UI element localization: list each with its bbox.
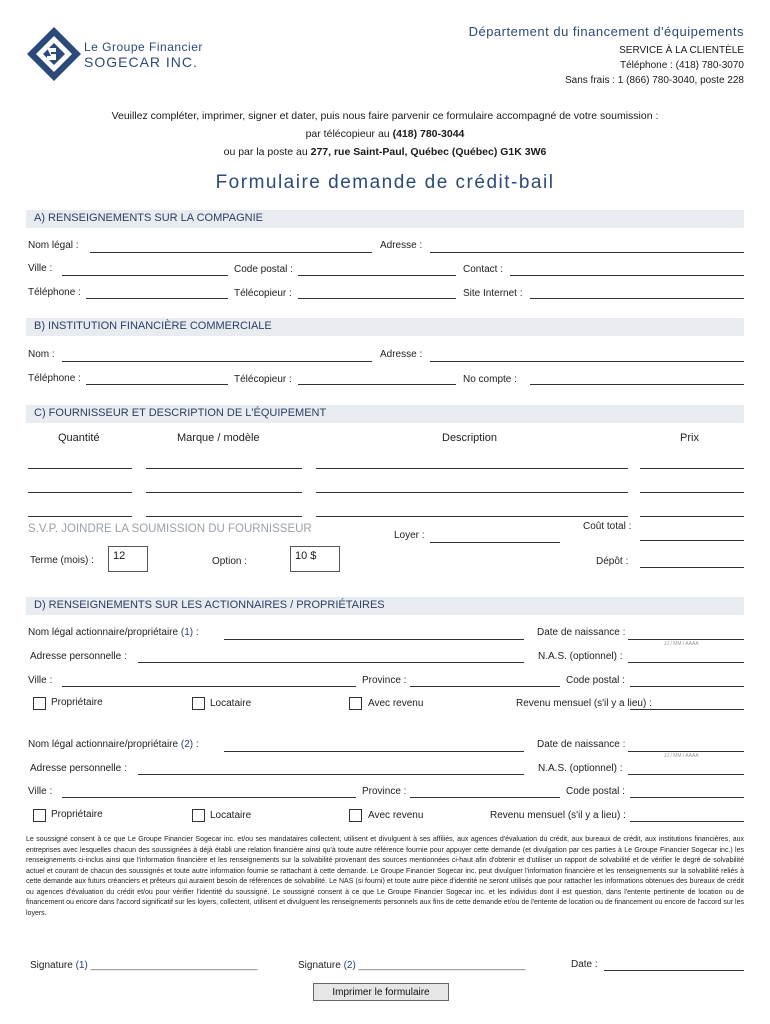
d1-code-postal-field[interactable] bbox=[630, 686, 744, 687]
d2-nom-legal-field[interactable] bbox=[224, 751, 524, 752]
c-prix-field[interactable] bbox=[640, 492, 744, 493]
d1-date-naissance-label: Date de naissance : bbox=[537, 627, 626, 638]
service-tollfree: Sans frais : 1 (866) 780-3040, poste 228 bbox=[564, 75, 744, 86]
d1-adresse-field[interactable] bbox=[138, 662, 524, 663]
intro-post-address: 277, rue Saint-Paul, Québec (Québec) G1K 3W6 bbox=[310, 146, 547, 158]
a-code-postal-label: Code postal : bbox=[234, 264, 293, 275]
intro-line2 bbox=[0, 128, 770, 140]
b-telephone-field[interactable] bbox=[86, 384, 228, 385]
c-terme-input[interactable]: 12 bbox=[108, 546, 148, 572]
d1-adresse-label: Adresse personnelle : bbox=[30, 651, 127, 662]
signature-1-line[interactable]: ______________________________ bbox=[90, 960, 258, 971]
d1-proprietaire-checkbox[interactable] bbox=[33, 697, 46, 710]
section-d-header bbox=[26, 597, 744, 615]
c-depot-label: Dépôt : bbox=[596, 556, 629, 567]
d2-revenu-field[interactable] bbox=[630, 821, 744, 822]
d1-code-postal-label: Code postal : bbox=[566, 675, 625, 686]
signature-1-label bbox=[30, 960, 257, 971]
b-telecopieur-label: Télécopieur : bbox=[234, 374, 292, 385]
b-adresse-field[interactable] bbox=[430, 361, 744, 362]
signature-2-number: (2) bbox=[343, 960, 356, 971]
c-marque-field[interactable] bbox=[146, 516, 302, 517]
d2-proprietaire-checkbox[interactable] bbox=[33, 809, 46, 822]
section-d-title: D) RENSEIGNEMENTS SUR LES ACTIONNAIRES / PROPRIÉTAIRES bbox=[34, 599, 385, 611]
d1-ville-field[interactable] bbox=[62, 686, 356, 687]
company-logo bbox=[26, 26, 82, 82]
c-quantite-field[interactable] bbox=[28, 492, 132, 493]
c-description-field[interactable] bbox=[316, 468, 628, 469]
a-telecopieur-label: Télécopieur : bbox=[234, 288, 292, 299]
department-title: Département du financement d'équipements bbox=[468, 24, 744, 39]
signature-date-field[interactable] bbox=[604, 970, 744, 971]
d2-nom-legal-label bbox=[28, 739, 199, 750]
a-telephone-label: Téléphone : bbox=[28, 287, 81, 298]
signature-1-number: (1) bbox=[75, 960, 88, 971]
c-prix-field[interactable] bbox=[640, 468, 744, 469]
d1-province-field[interactable] bbox=[410, 686, 560, 687]
a-ville-label: Ville : bbox=[28, 263, 53, 274]
d1-avec-revenu-checkbox[interactable] bbox=[349, 697, 362, 710]
b-telephone-label: Téléphone : bbox=[28, 373, 81, 384]
signature-2-prefix: Signature bbox=[298, 960, 341, 971]
d1-nom-legal-prefix: Nom légal actionnaire/propriétaire bbox=[28, 627, 179, 638]
a-contact-field[interactable] bbox=[510, 275, 744, 276]
d2-proprietaire-label: Propriétaire bbox=[51, 809, 103, 820]
a-site-label: Site Internet : bbox=[463, 288, 523, 299]
company-name-line2: SOGECAR INC. bbox=[84, 54, 198, 70]
c-description-field[interactable] bbox=[316, 492, 628, 493]
d2-adresse-label: Adresse personnelle : bbox=[30, 763, 127, 774]
d2-ville-label: Ville : bbox=[28, 786, 53, 797]
print-form-button[interactable]: Imprimer le formulaire bbox=[313, 983, 449, 1001]
a-adresse-label: Adresse : bbox=[380, 240, 423, 251]
d2-date-naissance-label: Date de naissance : bbox=[537, 739, 626, 750]
d2-province-label: Province : bbox=[362, 786, 407, 797]
d1-nom-legal-field[interactable] bbox=[224, 639, 524, 640]
a-nom-legal-label: Nom légal : bbox=[28, 240, 79, 251]
d2-code-postal-field[interactable] bbox=[630, 797, 744, 798]
d2-locataire-label: Locataire bbox=[210, 810, 252, 821]
d1-colon: : bbox=[195, 627, 199, 638]
service-label: SERVICE À LA CLIENTÈLE bbox=[619, 45, 744, 56]
intro-fax-number: (418) 780-3044 bbox=[392, 128, 465, 140]
c-joindre-note: S.V.P. JOINDRE LA SOUMISSION DU FOURNISSEUR bbox=[28, 523, 312, 535]
b-no-compte-field[interactable] bbox=[530, 384, 744, 385]
intro-post-prefix: ou par la poste au bbox=[223, 146, 308, 158]
c-quantite-field[interactable] bbox=[28, 516, 132, 517]
intro-line3 bbox=[0, 146, 770, 158]
d1-ville-label: Ville : bbox=[28, 675, 53, 686]
d2-adresse-field[interactable] bbox=[138, 774, 524, 775]
d1-number: (1) bbox=[180, 627, 194, 638]
b-nom-field[interactable] bbox=[62, 361, 372, 362]
d2-avec-revenu-label: Avec revenu bbox=[368, 810, 424, 821]
d2-nas-label: N.A.S. (optionnel) : bbox=[538, 763, 623, 774]
c-col-prix: Prix bbox=[680, 432, 699, 444]
signature-date-label: Date : bbox=[571, 959, 598, 970]
c-quantite-field[interactable] bbox=[28, 468, 132, 469]
section-a-header bbox=[26, 210, 744, 228]
d2-ville-field[interactable] bbox=[62, 797, 356, 798]
b-telecopieur-field[interactable] bbox=[298, 384, 456, 385]
section-b-title: B) INSTITUTION FINANCIÈRE COMMERCIALE bbox=[34, 320, 272, 332]
c-col-description: Description bbox=[442, 432, 498, 444]
company-name-line1: Le Groupe Financier bbox=[84, 40, 203, 54]
c-prix-field[interactable] bbox=[640, 516, 744, 517]
c-description-field[interactable] bbox=[316, 516, 628, 517]
c-cout-total-label: Coût total : bbox=[583, 521, 632, 532]
c-loyer-field[interactable] bbox=[430, 542, 560, 543]
d2-avec-revenu-checkbox[interactable] bbox=[349, 809, 362, 822]
d1-revenu-label: Revenu mensuel (s'il y a lieu) : bbox=[516, 698, 652, 709]
c-marque-field[interactable] bbox=[146, 492, 302, 493]
intro-line1: Veuillez compléter, imprimer, signer et dater, puis nous faire parvenir ce formulaire accompagné de votre soumission : bbox=[111, 110, 659, 122]
a-nom-legal-field[interactable] bbox=[90, 252, 372, 253]
d1-nas-field[interactable] bbox=[628, 662, 744, 663]
d1-avec-revenu-label: Avec revenu bbox=[368, 698, 424, 709]
c-terme-label: Terme (mois) : bbox=[30, 555, 94, 566]
d2-colon: : bbox=[195, 739, 199, 750]
b-nom-label: Nom : bbox=[28, 349, 55, 360]
b-no-compte-label: No compte : bbox=[463, 374, 517, 385]
c-marque-field[interactable] bbox=[146, 468, 302, 469]
d1-proprietaire-label: Propriétaire bbox=[51, 697, 103, 708]
b-adresse-label: Adresse : bbox=[380, 349, 423, 360]
a-telecopieur-field[interactable] bbox=[298, 298, 456, 299]
service-phone: Téléphone : (418) 780-3070 bbox=[620, 60, 744, 71]
d1-locataire-label: Locataire bbox=[210, 698, 252, 709]
d2-locataire-checkbox[interactable] bbox=[192, 809, 205, 822]
section-c-title: C) FOURNISSEUR ET DESCRIPTION DE L'ÉQUIPEMENT bbox=[34, 407, 327, 419]
c-col-marque: Marque / modèle bbox=[177, 432, 260, 444]
c-cout-total-field[interactable] bbox=[640, 540, 744, 541]
d2-code-postal-label: Code postal : bbox=[566, 786, 625, 797]
a-contact-label: Contact : bbox=[463, 264, 504, 275]
signature-2-label bbox=[298, 960, 525, 971]
c-loyer-label: Loyer : bbox=[394, 530, 425, 541]
d2-province-field[interactable] bbox=[410, 797, 560, 798]
signature-1-prefix: Signature bbox=[30, 960, 73, 971]
d1-nom-legal-label bbox=[28, 627, 199, 638]
section-a-title: A) RENSEIGNEMENTS SUR LA COMPAGNIE bbox=[34, 212, 264, 224]
a-adresse-field[interactable] bbox=[430, 252, 744, 253]
c-option-input[interactable]: 10 $ bbox=[290, 546, 340, 572]
consent-text: Le soussigné consent à ce que Le Groupe Financier Sogecar inc. et/ou ses mandataires collectent, utilisent et divulguent à ses affiliés, aux agences d'évaluation du crédit, aux bureaux de crédit, aux institutions financières, aux entreprises avec lesquelles chacun des soussignées à déjà établi une relation financière ainsi qu'à toute autre référence fournie pour appuyer cette demande (et divulgation par ces parties à Le Groupe Financier Sogecar inc.) les renseignements ci-inclus ainsi que l'information financière et les renseignements sur la solvabilité provenant des sources mentionnées ci-haut afin d'obtenir et d'utiliser un rapport de solvabilité et de vérifier le degré de solvabilité actuel et courant de chacun des soussignés et toute autre information fournie se rattachant à cette demande. Le Groupe Financier Sogecar inc. peut divulguer l'information financière et les renseignements sur la solvabilité reliés à cette demande aux futurs créanciers et prêteurs qui auraient besoin de références de solvabilité. Le NAS (si fourni) et toute autre pièce d'identité ne seront utilisés que pour rattacher les informations obtenues des bureaux de crédit ou agences d'évaluation du crédit et/ou pour vérifier l'identité du soussigné. Le soussigné consent à ce que Le Groupe Financier Sogecar inc. et les individus dont il est question, dans l'entente pertinente de location ou de financement ou encore dans l'accord significatif sur les loyers, collectent, utilisent et divulguent les renseignements personnels aux fins de cette demande et/ou de l'entente de location ou de financement ou encore de l'accord sur les loyers. bbox=[26, 836, 744, 917]
a-code-postal-field[interactable] bbox=[298, 275, 456, 276]
d2-date-naissance-field[interactable] bbox=[628, 751, 744, 752]
d1-date-naissance-field[interactable] bbox=[628, 639, 744, 640]
c-depot-field[interactable] bbox=[640, 567, 744, 568]
d1-nas-label: N.A.S. (optionnel) : bbox=[538, 651, 623, 662]
d1-date-hint: JJ / MM / AAAA bbox=[664, 641, 699, 647]
a-telephone-field[interactable] bbox=[86, 298, 228, 299]
d2-number: (2) bbox=[180, 739, 194, 750]
c-col-quantite: Quantité bbox=[58, 432, 100, 444]
a-site-field[interactable] bbox=[530, 298, 744, 299]
d2-revenu-label: Revenu mensuel (s'il y a lieu) : bbox=[490, 810, 626, 821]
d2-nom-legal-prefix: Nom légal actionnaire/propriétaire bbox=[28, 739, 179, 750]
d1-locataire-checkbox[interactable] bbox=[192, 697, 205, 710]
d1-province-label: Province : bbox=[362, 675, 407, 686]
d2-date-hint: JJ / MM / AAAA bbox=[664, 753, 699, 759]
c-option-label: Option : bbox=[212, 556, 248, 567]
d1-revenu-field[interactable] bbox=[630, 709, 744, 710]
section-b-header bbox=[26, 318, 744, 336]
form-title: Formulaire demande de crédit-bail bbox=[215, 172, 555, 193]
d2-nas-field[interactable] bbox=[628, 774, 744, 775]
signature-2-line[interactable]: ______________________________ bbox=[358, 960, 526, 971]
intro-fax-prefix: par télécopieur au bbox=[305, 128, 390, 140]
a-ville-field[interactable] bbox=[62, 275, 228, 276]
section-c-header bbox=[26, 405, 744, 423]
